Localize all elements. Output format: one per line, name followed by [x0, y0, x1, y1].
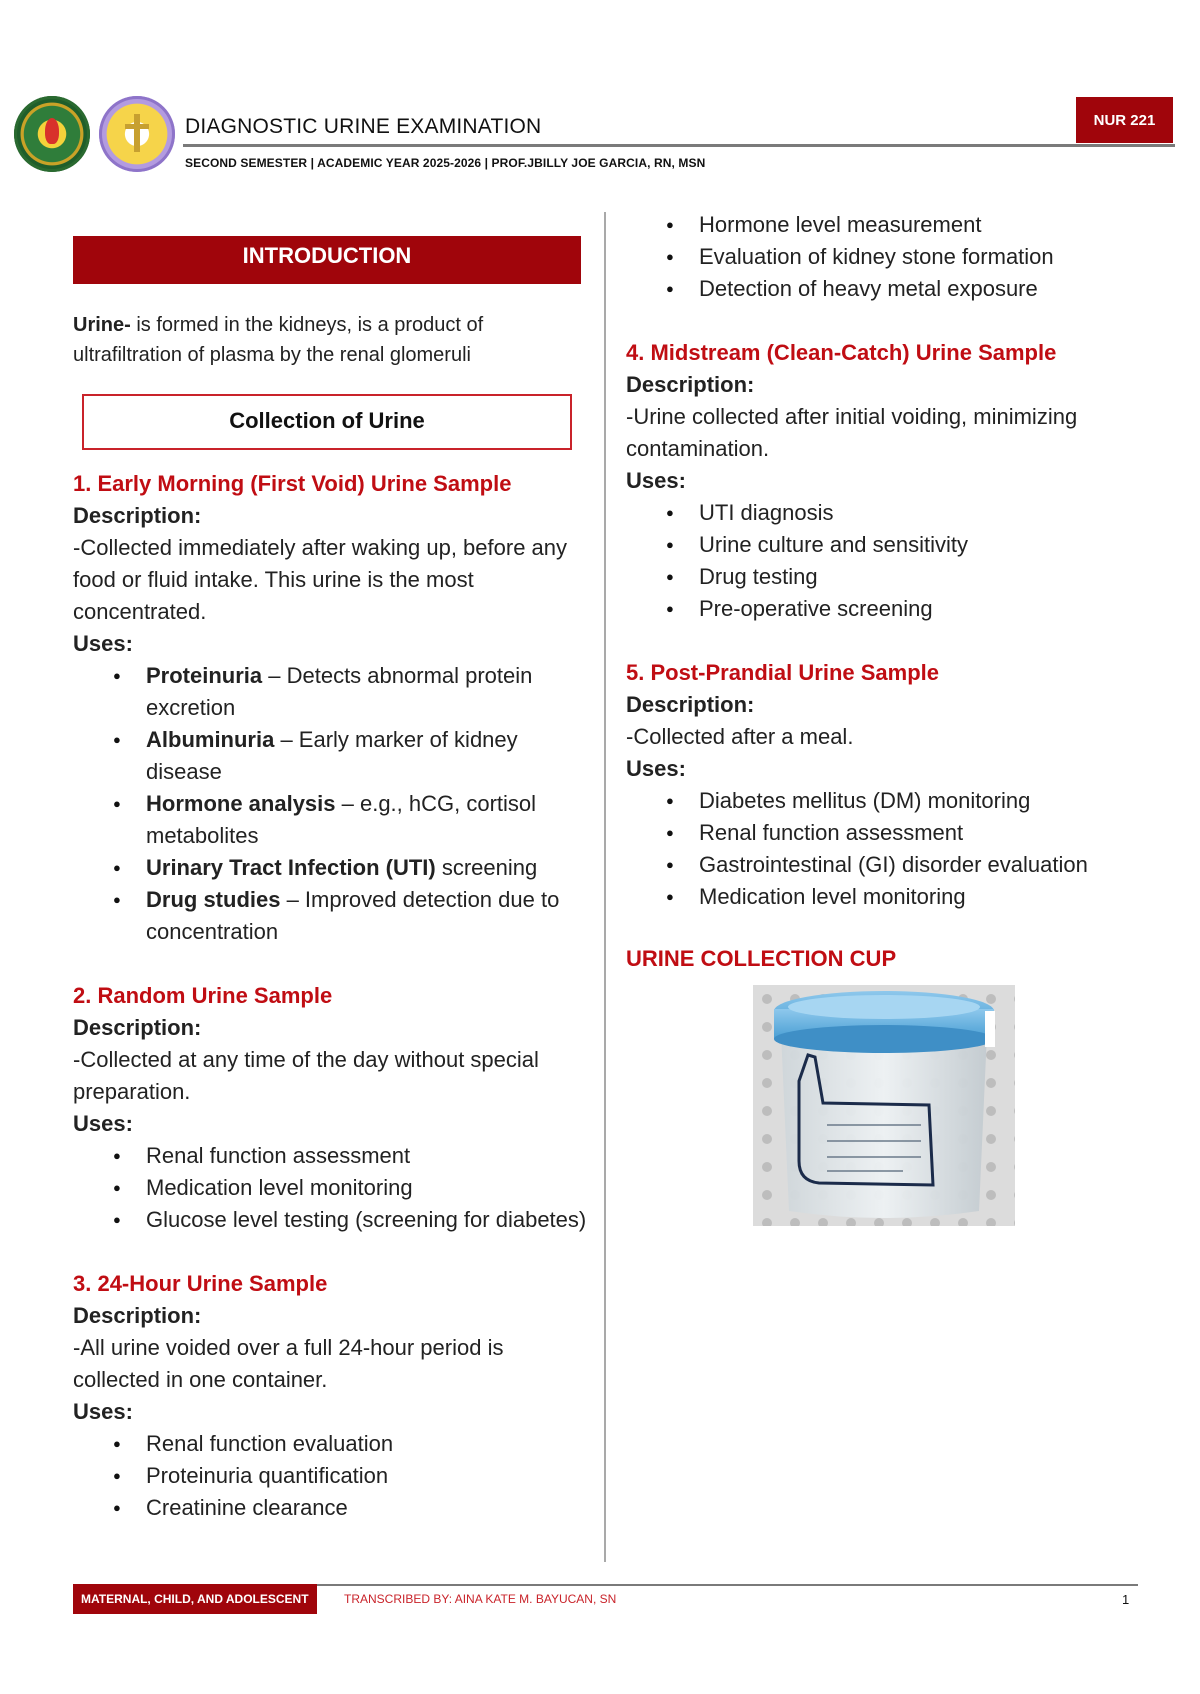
- list-item: ● Pre-operative screening: [666, 593, 1146, 625]
- section-title: 3. 24-Hour Urine Sample: [73, 1271, 328, 1296]
- list-item: ● Glucose level testing (screening for diabetes): [113, 1204, 593, 1236]
- use-text: – e.g., hCG, cortisol metabolites: [146, 791, 537, 848]
- use-term: Drug studies: [146, 887, 281, 912]
- section-title: 1. Early Morning (First Void) Urine Sample: [73, 471, 512, 496]
- list-item: ● Detection of heavy metal exposure: [666, 273, 1146, 305]
- column-divider: [604, 212, 606, 1562]
- section-title: 2. Random Urine Sample: [73, 983, 333, 1008]
- list-item: ● Urine culture and sensitivity: [666, 529, 1146, 561]
- use-term: Proteinuria: [146, 663, 263, 688]
- section-title: 4. Midstream (Clean-Catch) Urine Sample: [626, 340, 1057, 365]
- use-text: – Early marker of kidney disease: [146, 727, 518, 784]
- cup-heading: URINE COLLECTION CUP: [626, 946, 897, 971]
- list-item: ● Evaluation of kidney stone formation: [666, 241, 1146, 273]
- definition-text: is formed in the kidneys, is a product of ultrafiltration of plasma by the renal glomeruli: [73, 314, 484, 366]
- use-term: Albuminuria: [146, 727, 275, 752]
- list-item: ● Medication level monitoring: [113, 1172, 593, 1204]
- description-label: Description:: [73, 503, 202, 528]
- urine-collection-cup-image: [753, 985, 1015, 1226]
- use-text: – Detects abnormal protein excretion: [146, 663, 533, 720]
- list-item: [113, 660, 593, 724]
- uses-list: [626, 785, 1146, 913]
- section-description: -Collected after a meal.: [626, 724, 854, 749]
- description-label: Description:: [73, 1015, 202, 1040]
- list-item: ● Gastrointestinal (GI) disorder evaluation: [666, 849, 1146, 881]
- page-number: 1: [1122, 1592, 1130, 1607]
- uses-label: Uses:: [73, 1111, 133, 1136]
- footer-course-tag: MATERNAL, CHILD, AND ADOLESCENT: [73, 1584, 317, 1614]
- header-rule: [183, 144, 1175, 147]
- use-term: Hormone analysis: [146, 791, 336, 816]
- description-label: Description:: [73, 1303, 202, 1328]
- footer-transcribed-by: TRANSCRIBED BY: AINA KATE M. BAYUCAN, SN: [344, 1592, 617, 1606]
- use-text: – Improved detection due to concentration: [146, 887, 560, 944]
- list-item: ● Creatinine clearance: [113, 1492, 593, 1524]
- definition-term: Urine-: [73, 314, 131, 336]
- list-item: ● UTI diagnosis: [666, 497, 1146, 529]
- description-label: Description:: [626, 692, 755, 717]
- urine-cup-illustration: [753, 985, 1015, 1226]
- uses-label: Uses:: [626, 756, 686, 781]
- list-item: ● Renal function assessment: [666, 817, 1146, 849]
- section-description: -All urine voided over a full 24-hour period is collected in one container.: [73, 1335, 504, 1392]
- collection-heading-box: Collection of Urine: [82, 394, 572, 450]
- list-item: ● Drug testing: [666, 561, 1146, 593]
- left-column: [73, 236, 593, 1524]
- list-item: ● Renal function evaluation: [113, 1428, 593, 1460]
- document-title: DIAGNOSTIC URINE EXAMINATION: [185, 115, 542, 138]
- section-description: -Collected immediately after waking up, before any food or fluid intake. This urine is the most concentrated.: [73, 535, 568, 624]
- uses-list-continued: [626, 209, 1146, 305]
- right-column: [626, 209, 1146, 1226]
- urine-definition: [73, 310, 593, 370]
- uses-list: [73, 1140, 593, 1236]
- uses-list: [626, 497, 1146, 625]
- list-item: ● Proteinuria quantification: [113, 1460, 593, 1492]
- university-seal-logo: [14, 96, 90, 172]
- list-item: ● Medication level monitoring: [666, 881, 1146, 913]
- use-text: screening: [435, 855, 538, 880]
- list-item: [113, 724, 593, 788]
- description-label: Description:: [626, 372, 755, 397]
- list-item: [113, 884, 593, 948]
- list-item: [113, 788, 593, 852]
- uses-label: Uses:: [626, 468, 686, 493]
- uses-list: [73, 1428, 593, 1524]
- list-item: ● Hormone level measurement: [666, 209, 1146, 241]
- section-title: 5. Post-Prandial Urine Sample: [626, 660, 939, 685]
- uses-list: [73, 660, 593, 948]
- uses-label: Uses:: [73, 1399, 133, 1424]
- section-description: -Urine collected after initial voiding, minimizing contamination.: [626, 404, 1078, 461]
- college-seal-logo: [99, 96, 175, 172]
- list-item: ● Renal function assessment: [113, 1140, 593, 1172]
- section-description: -Collected at any time of the day without special preparation.: [73, 1047, 539, 1104]
- use-term: Urinary Tract Infection (UTI): [146, 855, 436, 880]
- uses-label: Uses:: [73, 631, 133, 656]
- course-code-badge: NUR 221: [1076, 97, 1173, 143]
- list-item: ● Diabetes mellitus (DM) monitoring: [666, 785, 1146, 817]
- document-subtitle: SECOND SEMESTER | ACADEMIC YEAR 2025-2026 | PROF.JBILLY JOE GARCIA, RN, MSN: [185, 156, 706, 170]
- list-item: [113, 852, 593, 884]
- introduction-heading: INTRODUCTION: [73, 236, 581, 284]
